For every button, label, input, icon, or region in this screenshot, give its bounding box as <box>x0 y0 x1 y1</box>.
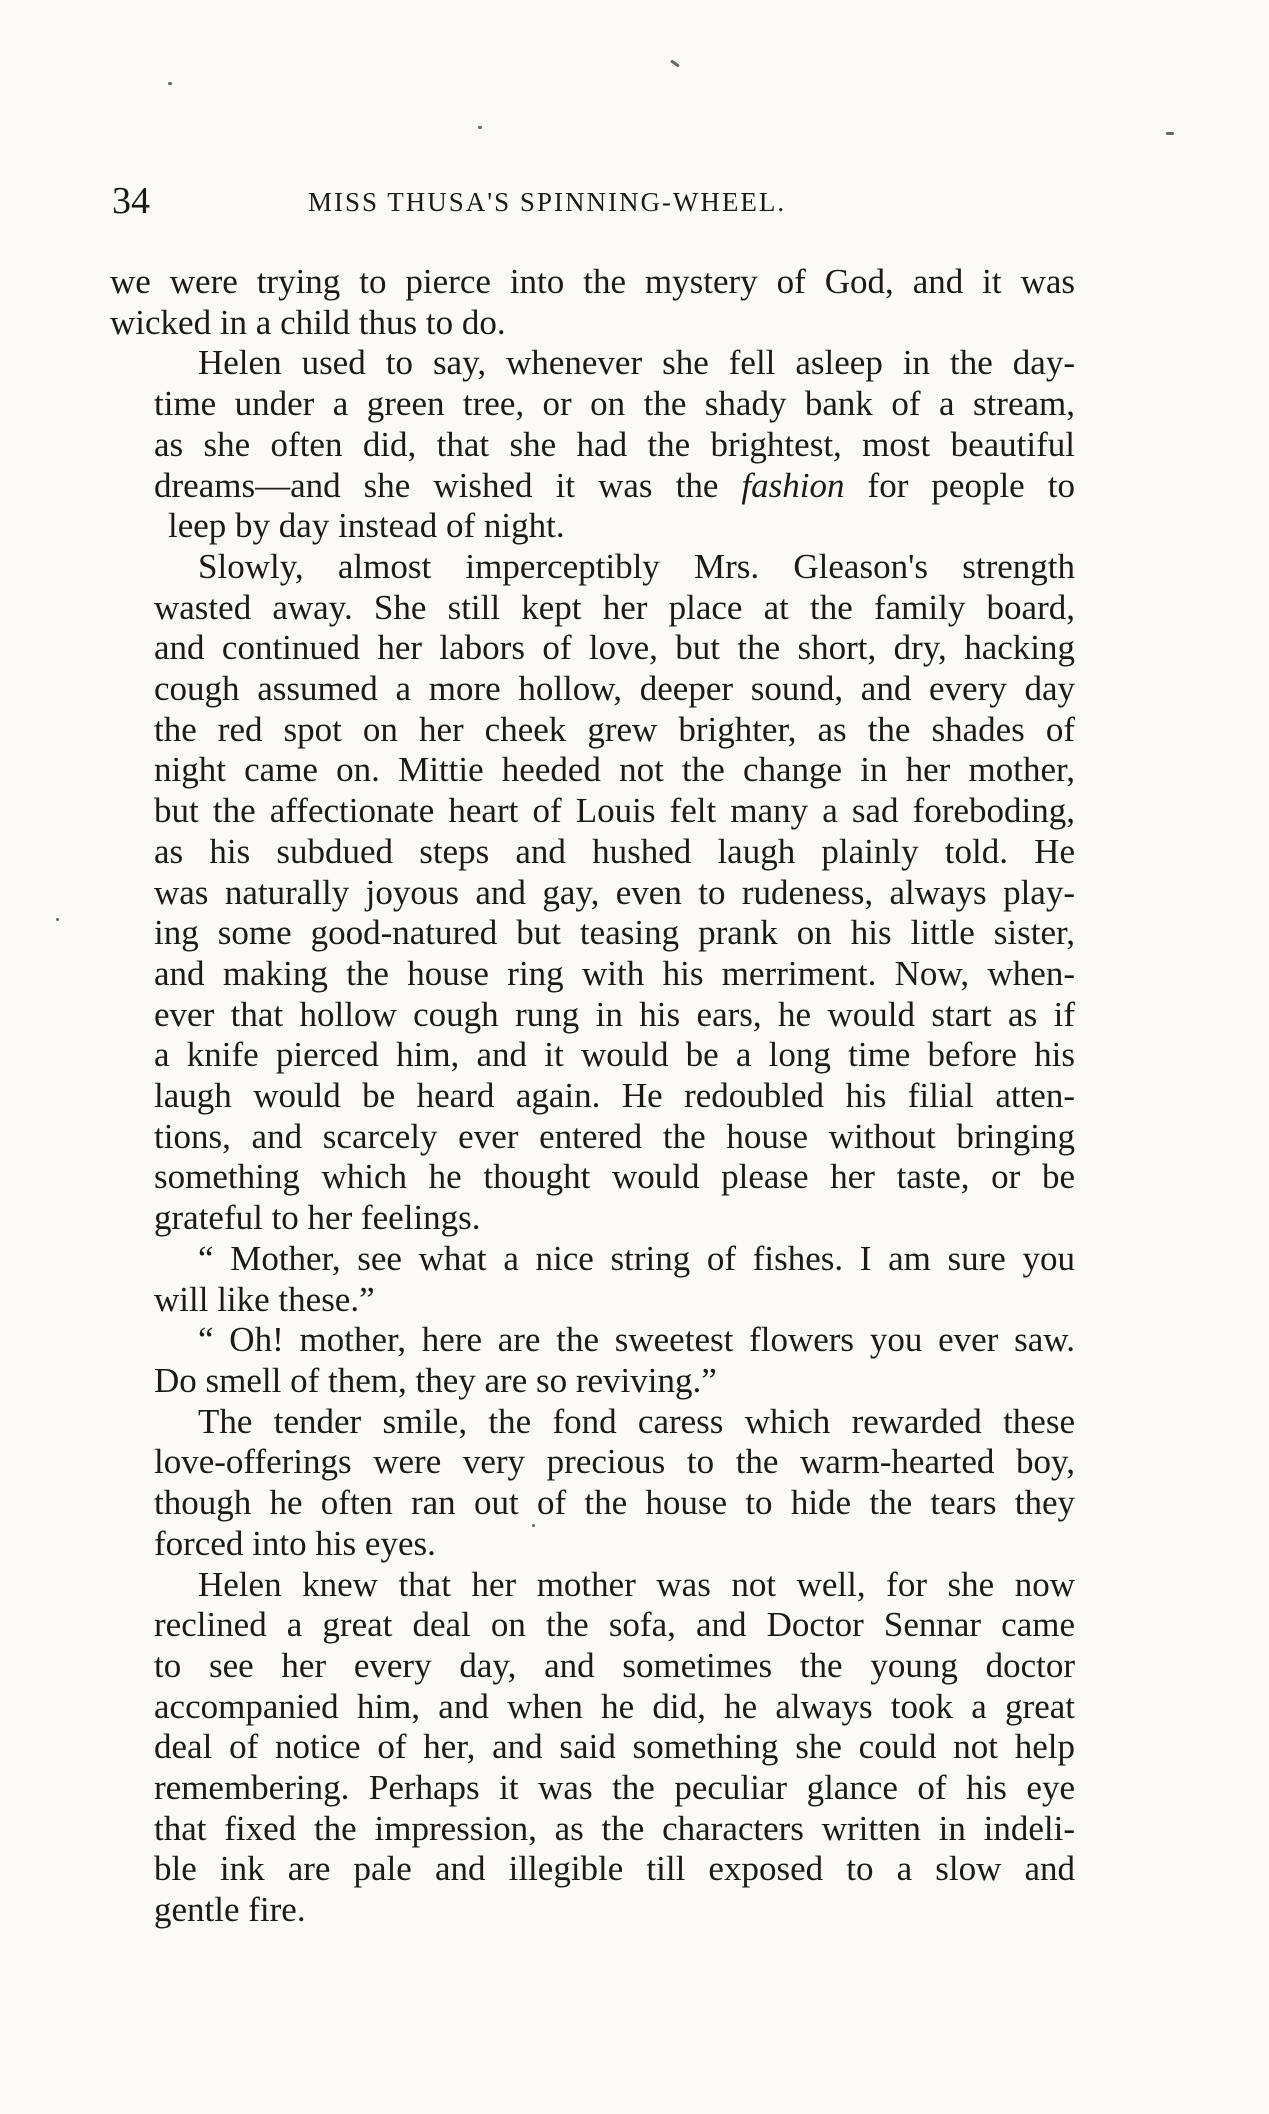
paragraph <box>110 343 1075 547</box>
text-line: “ Oh! mother, here are the sweetest flowers you ever saw. <box>198 1320 1075 1360</box>
text-line: wasted away. She still kept her place at the family board, <box>154 587 1075 627</box>
ink-speck <box>168 82 172 85</box>
ink-speck <box>478 126 482 129</box>
text-line: dreams—and she wished it was the fashion for people to <box>154 465 1076 505</box>
text-line: tions, and scarcely ever entered the house without bringing <box>154 1116 1075 1156</box>
text-line: as his subdued steps and hushed laugh plainly told. He <box>154 831 1075 871</box>
text-line: night came on. Mittie heeded not the change in her mother, <box>154 750 1075 790</box>
paragraph <box>110 1320 1075 1401</box>
text-line: we were trying to pierce into the mystery of God, and it was <box>110 262 1075 301</box>
paragraph <box>110 547 1075 1239</box>
text-line: cough assumed a more hollow, deeper sound, and every day <box>154 669 1075 709</box>
text-line: forced into his eyes. <box>154 1523 436 1563</box>
emphasis-word: fashion <box>741 465 845 505</box>
running-head: MISS THUSA'S SPINNING-WHEEL. <box>308 187 787 217</box>
text-line: and making the house ring with his merriment. Now, when- <box>154 953 1075 993</box>
text-line: wicked in a child thus to do. <box>110 302 506 342</box>
paragraph <box>110 1402 1075 1565</box>
text-line: gentle fire. <box>154 1890 306 1930</box>
text-line: ever that hollow cough rung in his ears, he would start as if <box>154 994 1075 1034</box>
text-line: ble ink are pale and illegible till exposed to a slow and <box>154 1849 1075 1889</box>
text-line: Helen used to say, whenever she fell asleep in the day- <box>198 343 1075 383</box>
paragraph <box>110 1239 1075 1320</box>
text-line: something which he thought would please her taste, or be <box>154 1157 1075 1197</box>
paragraph <box>110 1565 1075 1931</box>
text-line: ing some good-natured but teasing prank on his little sister, <box>154 913 1075 953</box>
ink-speck <box>56 918 59 921</box>
text-line: Slowly, almost imperceptibly Mrs. Gleason's strength <box>198 546 1075 586</box>
text-line: Helen knew that her mother was not well, for she now <box>198 1564 1075 1604</box>
text-line: to see her every day, and sometimes the young doctor <box>154 1645 1075 1685</box>
text-line: but the affectionate heart of Louis felt many a sad foreboding, <box>154 791 1075 831</box>
page-header <box>112 176 1072 226</box>
text-line: the red spot on her cheek grew brighter, as the shades of <box>154 709 1075 749</box>
text-line: will like these.” <box>154 1279 375 1319</box>
text-line: time under a green tree, or on the shady bank of a stream, <box>154 384 1075 424</box>
page-number: 34 <box>112 180 150 222</box>
text-line: leep by day instead of night. <box>168 506 565 546</box>
text-line: “ Mother, see what a nice string of fishes. I am sure you <box>198 1238 1075 1278</box>
text-line: love-offerings were very precious to the warm-hearted boy, <box>154 1442 1075 1482</box>
ink-speck <box>1166 132 1174 135</box>
text-line: though he often ran out of the house to hide the tears they <box>154 1483 1075 1523</box>
text-line: reclined a great deal on the sofa, and Doctor Sennar came <box>154 1605 1075 1645</box>
text-line: was naturally joyous and gay, even to rudeness, always play- <box>154 872 1075 912</box>
ink-speck <box>670 59 680 67</box>
paragraph <box>110 262 1075 343</box>
text-line: grateful to her feelings. <box>154 1198 481 1238</box>
text-line: remembering. Perhaps it was the peculiar glance of his eye <box>154 1768 1075 1808</box>
text-line: and continued her labors of love, but the short, dry, hacking <box>154 628 1075 668</box>
text-line: deal of notice of her, and said something she could not help <box>154 1727 1075 1767</box>
body-text <box>110 262 1075 1931</box>
text-line: accompanied him, and when he did, he always took a great <box>154 1686 1075 1726</box>
text-line: The tender smile, the fond caress which rewarded these <box>198 1401 1075 1441</box>
text-line: laugh would be heard again. He redoubled his filial atten- <box>154 1076 1075 1116</box>
text-line: that fixed the impression, as the characters written in indeli- <box>154 1808 1075 1848</box>
text-line: as she often did, that she had the brightest, most beautiful <box>154 424 1075 464</box>
text-line: Do smell of them, they are so reviving.” <box>154 1360 717 1400</box>
text-line: a knife pierced him, and it would be a long time before his <box>154 1035 1075 1075</box>
